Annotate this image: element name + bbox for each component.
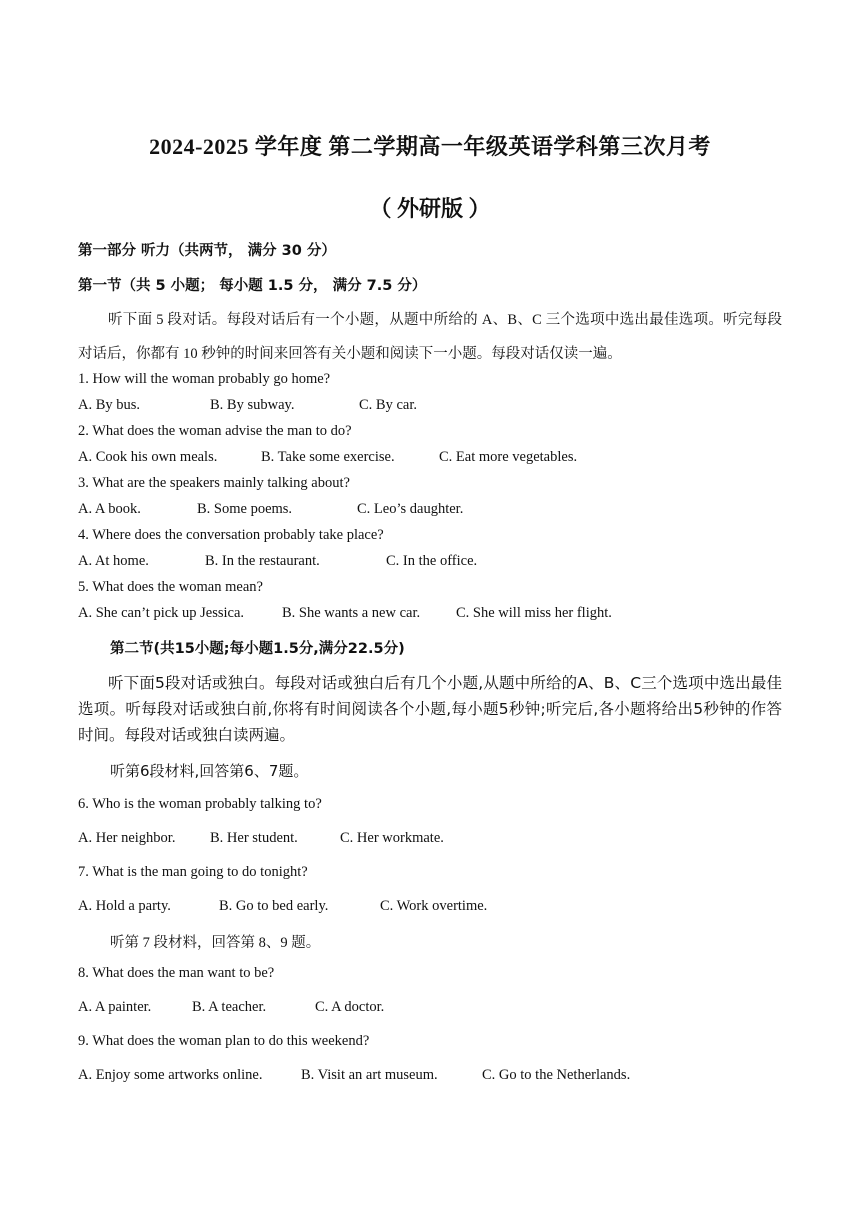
option-c: C. Leo’s daughter. <box>357 501 464 517</box>
option-a: A. A painter. <box>78 999 152 1015</box>
question-stem: 9. What does the woman plan to do this weekend? <box>78 1033 370 1049</box>
option-c: C. Work overtime. <box>380 898 488 914</box>
option-b: B. Her student. <box>210 830 298 846</box>
page-subtitle: （ 外研版 ） <box>369 196 491 221</box>
page-title: 2024-2025 学年度 第二学期高一年级英语学科第三次月考 <box>149 134 711 159</box>
option-b: B. She wants a new car. <box>282 605 421 621</box>
option-c: C. She will miss her flight. <box>456 605 612 621</box>
option-c: C. A doctor. <box>315 999 385 1015</box>
option-c: C. Her workmate. <box>340 830 444 846</box>
option-a: A. She can’t pick up Jessica. <box>78 605 245 621</box>
question-stem: 4. Where does the conversation probably take place? <box>78 527 384 543</box>
option-a: A. By bus. <box>78 397 141 413</box>
question-stem: 8. What does the man want to be? <box>78 965 275 981</box>
section1-heading: 第一节（共 5 小题； 每小题 1.5 分， 满分 7.5 分） <box>78 278 427 294</box>
question-stem: 6. Who is the woman probably talking to? <box>78 796 322 812</box>
option-a: A. Hold a party. <box>78 898 171 914</box>
question-stem: 2. What does the woman advise the man to do? <box>78 423 352 439</box>
option-a: A. At home. <box>78 553 149 569</box>
question-stem: 1. How will the woman probably go home? <box>78 371 331 387</box>
option-a: A. Cook his own meals. <box>78 449 218 465</box>
option-c: C. Go to the Netherlands. <box>482 1067 631 1083</box>
option-a: A. A book. <box>78 501 141 517</box>
option-b: B. Some poems. <box>197 501 293 517</box>
question-stem: 7. What is the man going to do tonight? <box>78 864 308 880</box>
option-b: B. Visit an art museum. <box>301 1067 438 1083</box>
option-a: A. Her neighbor. <box>78 830 176 846</box>
section2-heading: 第二节(共15小题;每小题1.5分,满分22.5分) <box>110 641 405 657</box>
listening-note: 听第6段材料,回答第6、7题。 <box>110 762 309 780</box>
option-b: B. A teacher. <box>192 999 267 1015</box>
part1-heading: 第一部分 听力（共两节， 满分 30 分） <box>78 243 336 259</box>
option-c: C. In the office. <box>386 553 478 569</box>
option-b: B. By subway. <box>210 397 295 413</box>
option-b: B. Go to bed early. <box>219 898 329 914</box>
option-b: B. In the restaurant. <box>205 553 320 569</box>
section2-instructions: 听下面5段对话或独白。每段对话或独白后有几个小题,从题中所给的A、B、C三个选项中选出最佳选项。听每段对话或独白前,你将有时间阅读各个小题,每小题5秒钟;听完后,各小题将给出5秒钟的作答时间。每段对话或独白读两遍。 <box>78 674 782 744</box>
option-a: A. Enjoy some artworks online. <box>78 1067 263 1083</box>
option-c: C. Eat more vegetables. <box>439 449 578 465</box>
option-b: B. Take some exercise. <box>261 449 395 465</box>
option-c: C. By car. <box>359 397 417 413</box>
question-stem: 3. What are the speakers mainly talking about? <box>78 475 350 491</box>
section1-instructions: 听下面 5 段对话。每段对话后有一个小题，从题中所给的 A、B、C 三个选项中选出最佳选项。听完每段对话后，你都有 10 秒钟的时间来回答有关小题和阅读下一小题。每段对话仅读一遍。 <box>78 312 782 362</box>
question-stem: 5. What does the woman mean? <box>78 579 263 595</box>
listening-note: 听第 7 段材料，回答第 8、9 题。 <box>110 935 321 951</box>
